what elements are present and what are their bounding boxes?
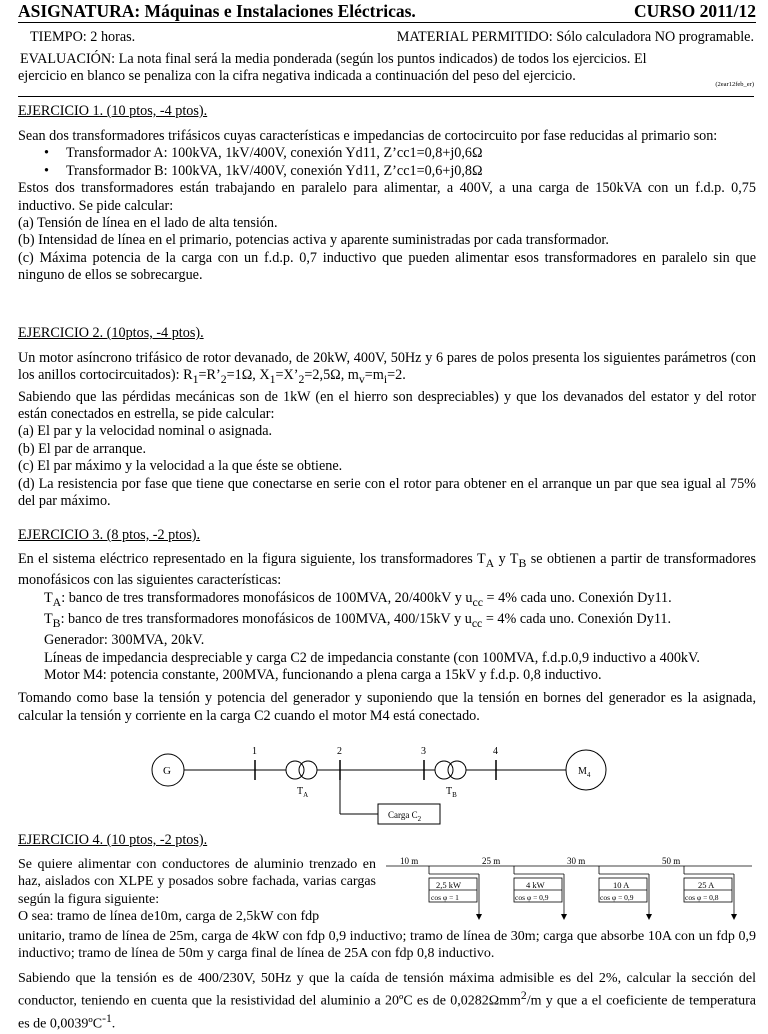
ex3-sub: A: [52, 594, 62, 609]
ex3-p1-a: En el sistema eléctrico representado en la figura siguiente, los transformadores T: [18, 551, 486, 567]
ex2-p1-text-b: =R’: [198, 367, 221, 384]
ex4-title: EJERCICIO 4. (10 ptos, -2 ptos).: [18, 832, 208, 848]
ex3-ta-1: T: [44, 589, 53, 606]
load-4-bottom: cos φ = 0,8: [685, 893, 719, 902]
ex1-p2: Estos dos transformadores están trabajando en paralelo para alimentar, a 400V, a una carga de 150kVA con un f.d.p. 0,75 inductivo. Se pide calcular:: [18, 180, 756, 214]
length-3-label: 30 m: [567, 856, 586, 866]
ex4-p1c: unitario, tramo de línea de 25m, carga de 4kW con fdp 0,9 inductivo; tramo de línea de 30m; carga que absorbe 10A con un fdp 0,9 inductivo; tramo de línea de 50m y carga final de línea de 25A con fdp 0,8 inductivo.: [18, 929, 756, 962]
ex4-p2: [18, 970, 756, 1034]
ex3-lines: Líneas de impedancia despreciable y carga C2 de impedancia constante (con 100MVA, f.d.p.0,9 inductivo a 400kV.: [44, 649, 700, 666]
ex1-title: EJERCICIO 1. (10 ptos, -4 ptos).: [18, 103, 208, 119]
tb-label: $T_B$: [446, 786, 457, 799]
ex4-p2-a: Sabiendo que la tensión es de 400/230V, 50Hz y que la caída de tensión máxima admisible es del 2%, calcular la sección del conductor, teniendo en cuenta que la resistividad del aluminio a 20ºC es de 0,0282Ωmm: [18, 971, 756, 1010]
info-row: [30, 29, 754, 46]
ex3-tb-2: : banco de tres transformadores monofásicos de 100MVA, 400/15kV y u: [60, 610, 472, 627]
ex4-p1b-text: O sea: tramo de línea de10m, carga de 2,5kW con fdp: [18, 909, 320, 925]
time-label: TIEMPO: 2 horas.: [30, 29, 136, 45]
ex4-p1-text: Se quiere alimentar con conductores de aluminio trenzado en haz, aislados con XLPE y posados sobre fachada, varias cargas según la figura siguiente:: [18, 857, 376, 907]
ex2-c: (c) El par máximo y la velocidad a la que éste se obtiene.: [18, 458, 343, 475]
ex3-title: EJERCICIO 3. (8 ptos, -2 ptos).: [18, 527, 201, 543]
ex2-sub: v: [358, 372, 365, 387]
ex2-b: (b) El par de arranque.: [18, 440, 147, 457]
ex3-gen: Generador: 300MVA, 20kV.: [44, 632, 205, 649]
motor-label: $M_4$: [578, 766, 591, 779]
load-3-top: 10 A: [613, 880, 630, 890]
ex2-sub: i: [383, 372, 388, 387]
load-2-bottom: cos φ = 0,9: [515, 893, 549, 902]
ex3-tb-3: = 4% cada uno. Conexión Dy11.: [482, 610, 672, 627]
ex4-sup: 2: [520, 989, 527, 1003]
exam-code: (2ear12feb_er): [715, 81, 754, 88]
ex2-title: EJERCICIO 2. (10ptos, -4 ptos).: [18, 325, 204, 341]
ex2-p1-text-a: Un motor asíncrono trifásico de rotor devanado, de 20kW, 400V, 50Hz y 6 pares de polos presenta los siguientes parámetros (con los anillos cortocircuitados): R: [18, 350, 756, 384]
ex2-sub: 1: [192, 372, 199, 387]
ex3-tb: [18, 611, 756, 632]
load-1-bottom: cos φ = 1: [431, 893, 459, 902]
ex2-sub: 2: [298, 372, 305, 387]
ex1-bullet-a: • Transformador A: 100kVA, 1kV/400V, conexión Yd11, Z’cc1=0,8+j0,6Ω: [66, 145, 756, 162]
node-1-label: 1: [252, 746, 257, 757]
ex3-sub: cc: [471, 615, 483, 630]
ex4-p2-c: .: [111, 1017, 116, 1033]
ex2-body: [18, 350, 756, 510]
evaluation-line-2-text: ejercicio en blanco se penaliza con la cifra negativa indicada a continuación del peso del ejercicio.: [18, 68, 576, 84]
ex1-bullet-b: • Transformador B: 100kVA, 1kV/400V, conexión Yd11, Z’cc1=0,6+j0,8Ω: [66, 163, 756, 180]
ex2-p1-text-f: =m: [364, 367, 384, 384]
ex2-p1: [18, 350, 756, 389]
ex3-body: [18, 551, 756, 725]
material-label: MATERIAL PERMITIDO: Sólo calculadora NO programable.: [396, 29, 754, 45]
length-4-label: 50 m: [662, 856, 681, 866]
length-2-label: 25 m: [482, 856, 501, 866]
load-2-top: 4 kW: [526, 880, 545, 890]
ex3-motor: Motor M4: potencia constante, 200MVA, funcionando a plena carga a 15kV y f.d.p. 0,8 inductivo.: [44, 666, 602, 683]
ex2-p1-text-e: =2,5Ω, m: [304, 367, 359, 384]
ex2-d: (d) La resistencia por fase que tiene que conectarse en serie con el rotor para obtener en el arranque un par que sea igual al 75% del par máximo.: [18, 475, 756, 510]
ex2-p1-text-c: =1Ω, X: [226, 367, 270, 384]
load-3-bottom: cos φ = 0,9: [600, 893, 634, 902]
ex2-a: (a) El par y la velocidad nominal o asignada.: [18, 423, 273, 440]
ex4-p1: [18, 856, 376, 926]
subject-title: ASIGNATURA: Máquinas e Instalaciones Eléctricas.: [18, 1, 416, 21]
evaluation-line-2: [18, 68, 754, 88]
transformer-b-coil-2: [448, 761, 466, 779]
ex3-ta: [18, 590, 756, 611]
ex3-p1-b: y T: [494, 551, 519, 567]
ex1-b: (b) Intensidad de línea en el primario, potencias activa y aparente suministradas por cada transformador.: [18, 232, 609, 249]
ex4-diagram: [384, 856, 756, 926]
node-4-label: 4: [493, 746, 498, 757]
ex1-a: (a) Tensión de línea en el lado de alta tensión.: [18, 215, 278, 232]
ex3-diagram: [140, 742, 610, 832]
ex3-p2: Tomando como base la tensión y potencia del generador y suponiendo que la tensión en bornes del generador es la asignada, calcular la tensión y corriente en la carga C2 cuando el motor M4 está conectado.: [18, 690, 756, 724]
node-2-label: 2: [337, 746, 342, 757]
load-1-top: 2,5 kW: [436, 880, 462, 890]
transformer-a-coil-2: [299, 761, 317, 779]
ex1-intro: Sean dos transformadores trifásicos cuyas características e impedancias de cortocircuito por fase reducidas al primario son:: [18, 128, 718, 144]
ex3-p1-c: se obtienen a partir de transformadores monofásicos con las siguientes características:: [18, 551, 756, 589]
ex1-body: [18, 128, 756, 285]
ex2-p2: Sabiendo que las pérdidas mecánicas son de 1kW (en el hierro son despreciables) y que los devanados del estator y del rotor están conectados en estrella, se pide calcular:: [18, 388, 756, 423]
ex3-sub: B: [52, 615, 61, 630]
ex3-ta-2: : banco de tres transformadores monofásicos de 100MVA, 20/400kV y u: [61, 589, 473, 606]
load-c2-label: Carga $C_2$: [388, 810, 422, 823]
ex3-sub: A: [485, 555, 495, 570]
ex4-p2-b: /m y que a el coeficiente de temperatura es de 0,0039ºC: [18, 994, 756, 1033]
load-4-top: 25 A: [698, 880, 715, 890]
ta-label: $T_A$: [297, 786, 309, 799]
ex3-sub: cc: [472, 594, 483, 609]
ex2-sub: 2: [220, 372, 227, 387]
node-3-label: 3: [421, 746, 426, 757]
ex3-ta-3: = 4% cada uno. Conexión Dy11.: [482, 589, 672, 606]
ex1-c: (c) Máxima potencia de la carga con un f.d.p. 0,7 inductivo que pueden alimentar esos transformadores en paralelo sin que ninguno de ellos se sobrecargue.: [18, 249, 756, 284]
ex4-sup: -1: [102, 1012, 112, 1026]
ex2-p1-text-d: =X’: [275, 367, 299, 384]
course-label: CURSO 2011/12: [633, 1, 756, 21]
evaluation-note: [18, 51, 754, 97]
ex3-sub: B: [518, 555, 527, 570]
ex3-p1: [18, 551, 756, 590]
length-1-label: 10 m: [400, 856, 419, 866]
evaluation-line-1: EVALUACIÓN: La nota final será la media ponderada (según los puntos indicados) de todos los ejercicios. El: [20, 51, 647, 67]
ex3-tb-1: T: [44, 610, 53, 627]
header: [18, 0, 756, 23]
ex2-p1-text-g: =2.: [387, 367, 406, 384]
ex1-bullets: [18, 145, 756, 180]
ex2-sub: 1: [269, 372, 276, 387]
generator-label: G: [163, 765, 171, 777]
